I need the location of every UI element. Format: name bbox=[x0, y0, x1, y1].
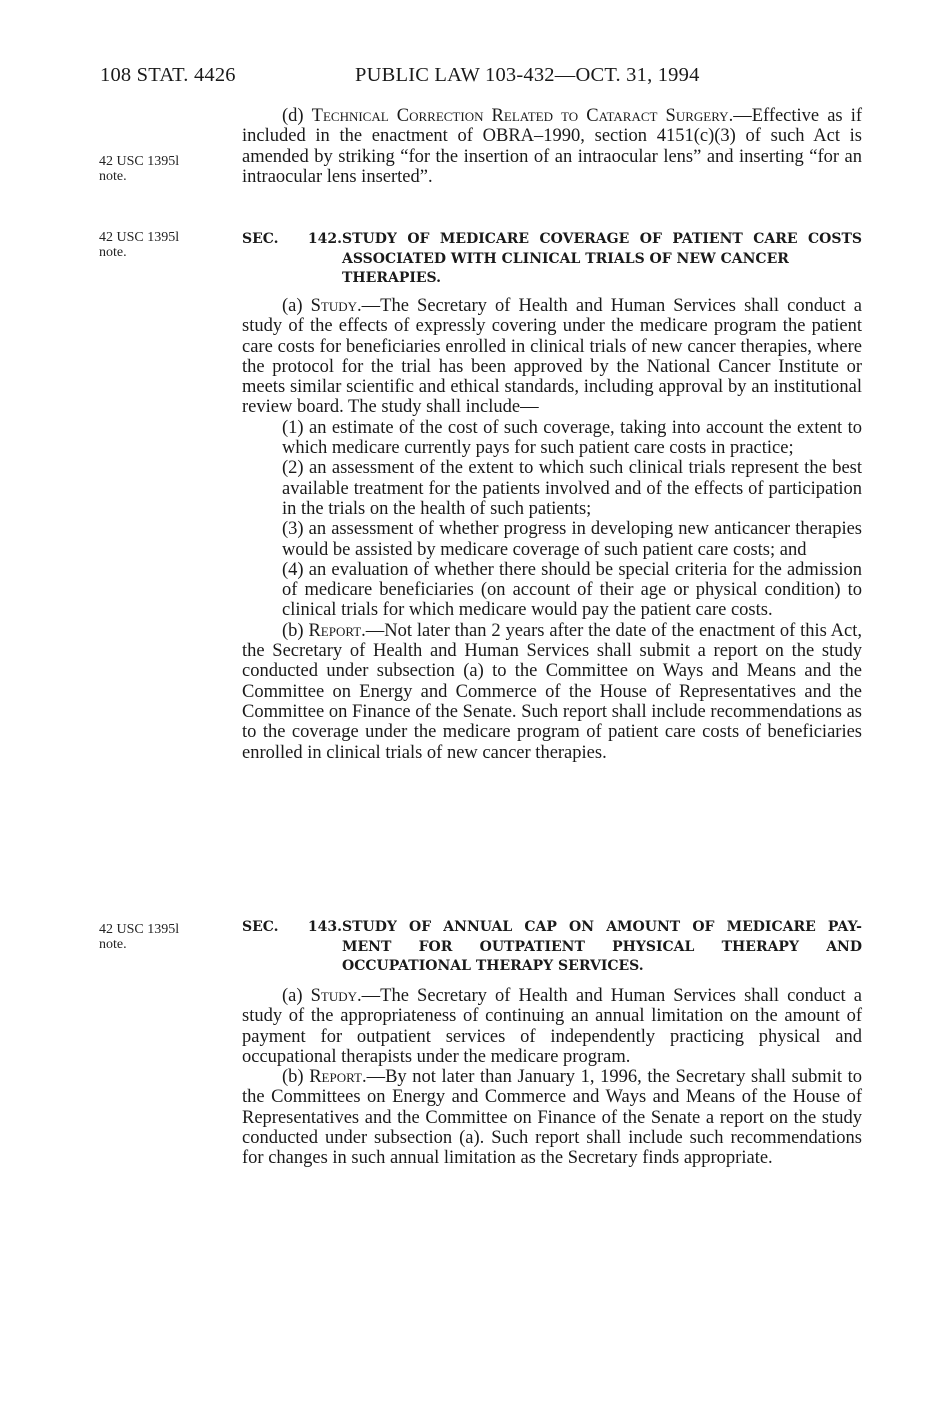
list-item: (3) an assessment of whether progress in developing new anticancer therapies would be assisted by medicare coverage of such patient care costs; and bbox=[282, 519, 862, 560]
section-heading-line: MENT FOR OUTPATIENT PHYSICAL THERAPY AND bbox=[342, 938, 862, 955]
subsection-heading: Report bbox=[309, 1067, 362, 1088]
section-143-body bbox=[242, 986, 862, 1169]
page-stat-reference: 108 STAT. 4426 bbox=[100, 64, 236, 86]
subsection-b: (b) Report.—By not later than January 1, 1996, the Secretary shall submit to the Committees on Energy and Commerce and Ways and Means of the House of Representatives and the Committee on Finance of the Senate a report on the study conducted under subsection (a). Such report shall include such recommendations for changes in such annual limitation as the Secretary finds appropriate. bbox=[242, 1067, 863, 1169]
section-heading-line: SEC. 143.STUDY OF ANNUAL CAP ON AMOUNT OF MEDICARE PAY- bbox=[242, 918, 862, 938]
section-142-heading bbox=[242, 230, 862, 289]
subsection-d-paragraph bbox=[242, 106, 862, 187]
section-number: SEC. 142. bbox=[242, 231, 342, 247]
list-item: (4) an evaluation of whether there should be special criteria for the admission of medicare beneficiaries (on account of their age or physical condition) to clinical trials for which medicare would pay the patient care costs. bbox=[282, 559, 862, 621]
section-heading-line: SEC. 142.STUDY OF MEDICARE COVERAGE OF PATIENT CARE COSTS bbox=[242, 230, 862, 250]
subsection-heading: Technical Correction Related to Cataract Surgery bbox=[311, 106, 729, 126]
subsection-heading: Study bbox=[310, 986, 358, 1006]
section-heading-line: OCCUPATIONAL THERAPY SERVICES. bbox=[342, 958, 644, 974]
margin-note bbox=[99, 922, 179, 952]
subsection-d bbox=[242, 106, 862, 187]
subsection-text: .—Effective as if included in the enactment of OBRA–1990, section 4151(c)(3) of such Act is amended by striking “for the insertion of an intraocular lens” and inserting “for an intraocular lens inserted”. bbox=[242, 106, 862, 187]
list-item: (2) an assessment of the extent to which such clinical trials represent the best available treatment for the patients involved and of the effects of participation in the trials on the health of such patients; bbox=[282, 458, 862, 519]
subsection-heading: Study bbox=[310, 296, 358, 316]
subsection-a: (a) Study.—The Secretary of Health and Human Services shall conduct a study of the appropriateness of continuing an annual limitation on the amount of payment for outpatient services of independently practicing physical and occupational therapists under the medicare program. bbox=[242, 986, 862, 1067]
margin-note-suffix: note. bbox=[99, 245, 127, 260]
margin-note-suffix: note. bbox=[99, 169, 127, 184]
subsection-heading: Report bbox=[308, 620, 362, 641]
margin-note bbox=[99, 230, 179, 260]
section-143-heading bbox=[242, 918, 862, 977]
margin-note bbox=[99, 154, 179, 184]
margin-note-citation: 42 USC 1395l bbox=[99, 154, 180, 169]
page-header-title: PUBLIC LAW 103-432—OCT. 31, 1994 bbox=[355, 64, 700, 86]
margin-note-citation: 42 USC 1395l bbox=[99, 230, 180, 245]
subsection-label: (d) bbox=[282, 106, 312, 126]
margin-note-suffix: note. bbox=[99, 937, 127, 952]
section-heading-line: ASSOCIATED WITH CLINICAL TRIALS OF NEW CANCER bbox=[342, 250, 789, 267]
section-142-body bbox=[242, 296, 862, 763]
section-number: SEC. 143. bbox=[242, 919, 342, 935]
subsection-b: (b) Report.—Not later than 2 years after the date of the enactment of this Act, the Secretary of Health and Human Services shall submit a report on the study conducted under subsection (a) to the Committee on Ways and Means and the Committee on Energy and Commerce of the House of Representatives and the Committee on Finance of the Senate. Such report shall include recommendations as to the coverage under the medicare program of patient care costs of beneficiaries enrolled in clinical trials of new cancer therapies. bbox=[242, 620, 862, 763]
margin-note-citation: 42 USC 1395l bbox=[99, 922, 180, 937]
subsection-a: (a) Study.—The Secretary of Health and Human Services shall conduct a study of the effects of expressly covering under the medicare program the patient care costs for beneficiaries enrolled in clinical trials of new cancer therapies, where the protocol for the trial has been approved by the National Cancer Institute or meets similar scientific and ethical standards, including approval by an institutional review board. The study shall include— bbox=[242, 296, 862, 418]
list-item: (1) an estimate of the cost of such coverage, taking into account the extent to which medicare currently pays for such patient care costs in practice; bbox=[282, 417, 862, 459]
section-heading-line: THERAPIES. bbox=[342, 270, 442, 286]
